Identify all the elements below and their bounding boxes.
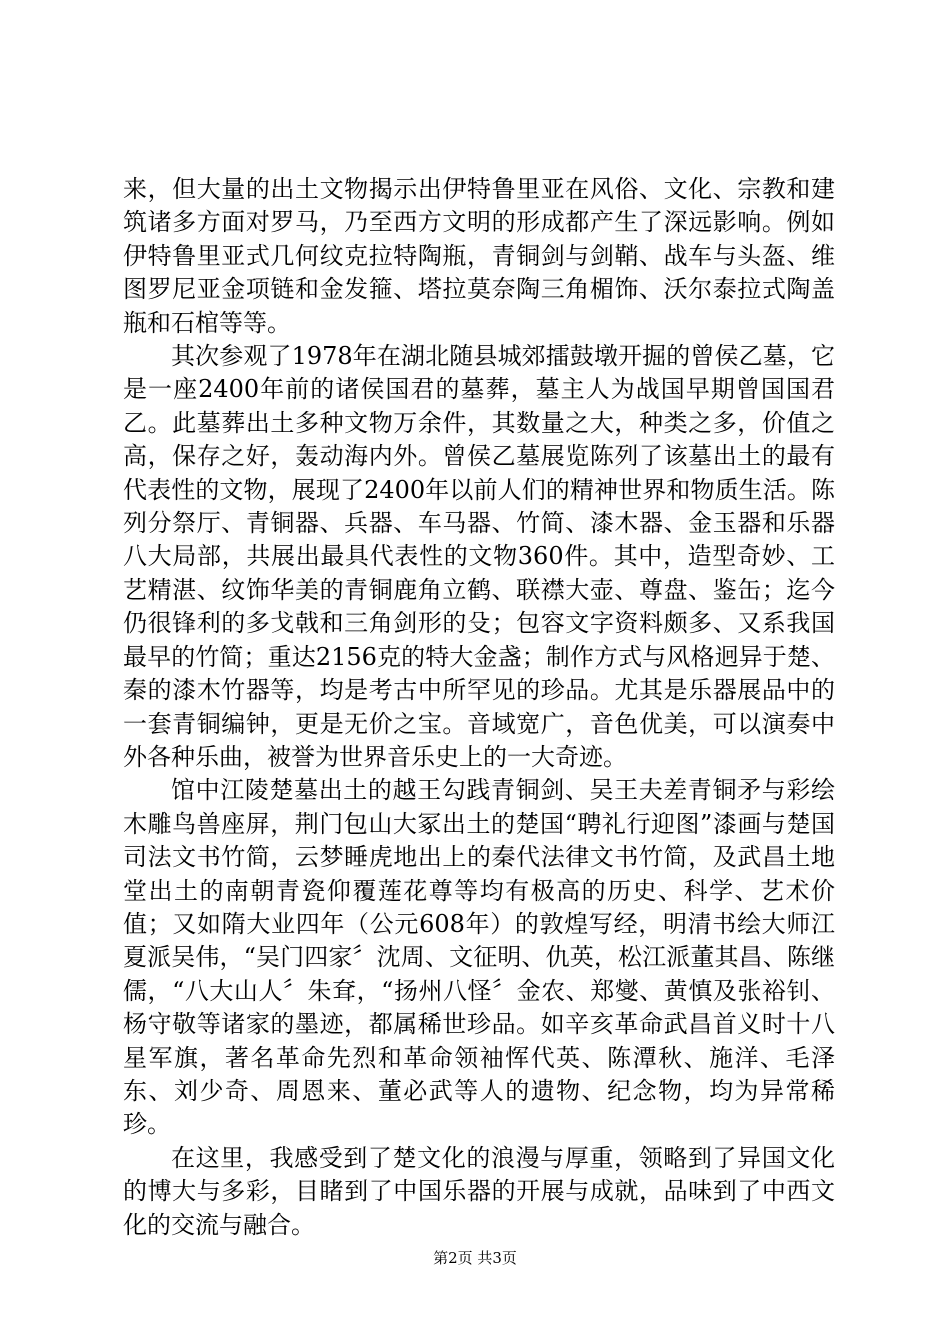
paragraph-continuation: 来，但大量的出土文物揭示出伊特鲁里亚在风俗、文化、宗教和建筑诸多方面对罗马，乃至西方文明的形成都产生了深远影响。例如伊特鲁里亚式几何纹克拉特陶瓶，青铜剑与剑鞘、战车与头盔、维图罗尼亚金项链和金发箍、塔拉莫奈陶三角楣饰、沃尔泰拉式陶盖瓶和石棺等等。	[123, 175, 835, 337]
paragraph-conclusion: 在这里，我感受到了楚文化的浪漫与厚重，领略到了异国文化的博大与多彩，目睹到了中国乐器的开展与成就，品味到了中西文化的交流与融合。	[123, 1143, 835, 1239]
paragraph-museum-collection: 馆中江陵楚墓出土的越王勾践青铜剑、吴王夫差青铜矛与彩绘木雕鸟兽座屏，荆门包山大冢出土的楚国“聘礼行迎图”漆画与楚国司法文书竹简，云梦睡虎地出上的秦代法律文书竹简，及武昌土地堂出土的南朝青瓷仰覆莲花尊等均有极高的历史、科学、艺术价值；又如隋大业四年（公元608年）的敦煌写经，明清书绘大师江夏派吴伟，“吴门四家〞沈周、文征明、仇英，松江派董其昌、陈继儒，“八大山人〞朱耷，“扬州八怪〞金农、郑燮、黄慎及张裕钊、杨守敬等诸家的墨迹，都属稀世珍品。如辛亥革命武昌首义时十八星军旗，著名革命先烈和革命领袖恽代英、陈潭秋、施洋、毛泽东、刘少奇、周恩来、董必武等人的遗物、纪念物，均为异常稀珍。	[123, 776, 835, 1139]
page-body	[123, 173, 835, 1242]
paragraph-zenghouyi-tomb: 其次参观了1978年在湖北随县城郊擂鼓墩开掘的曾侯乙墓，它是一座2400年前的诸侯国君的墓葬，墓主人为战国早期曾国国君乙。此墓葬出土多种文物万余件，其数量之大，种类之多，价值之高，保存之好，轰动海内外。曾侯乙墓展览陈列了该墓出土的最有代表性的文物，展现了2400年以前人们的精神世界和物质生活。陈列分祭厅、青铜器、兵器、车马器、竹简、漆木器、金玉器和乐器八大局部，共展出最具代表性的文物360件。其中，造型奇妙、工艺精湛、纹饰华美的青铜鹿角立鹤、联襟大壶、尊盘、鉴缶；迄今仍很锋利的多戈戟和三角剑形的殳；包容文字资料颇多、又系我国最早的竹简；重达2156克的特大金盏；制作方式与风格迥异于楚、秦的漆木竹器等，均是考古中所罕见的珍品。尤其是乐器展品中的一套青铜编钟，更是无价之宝。音域宽广，音色优美，可以演奏中外各种乐曲，被誉为世界音乐史上的一大奇迹。	[123, 342, 835, 771]
page-footer: 第2页 共3页	[433, 1249, 517, 1267]
